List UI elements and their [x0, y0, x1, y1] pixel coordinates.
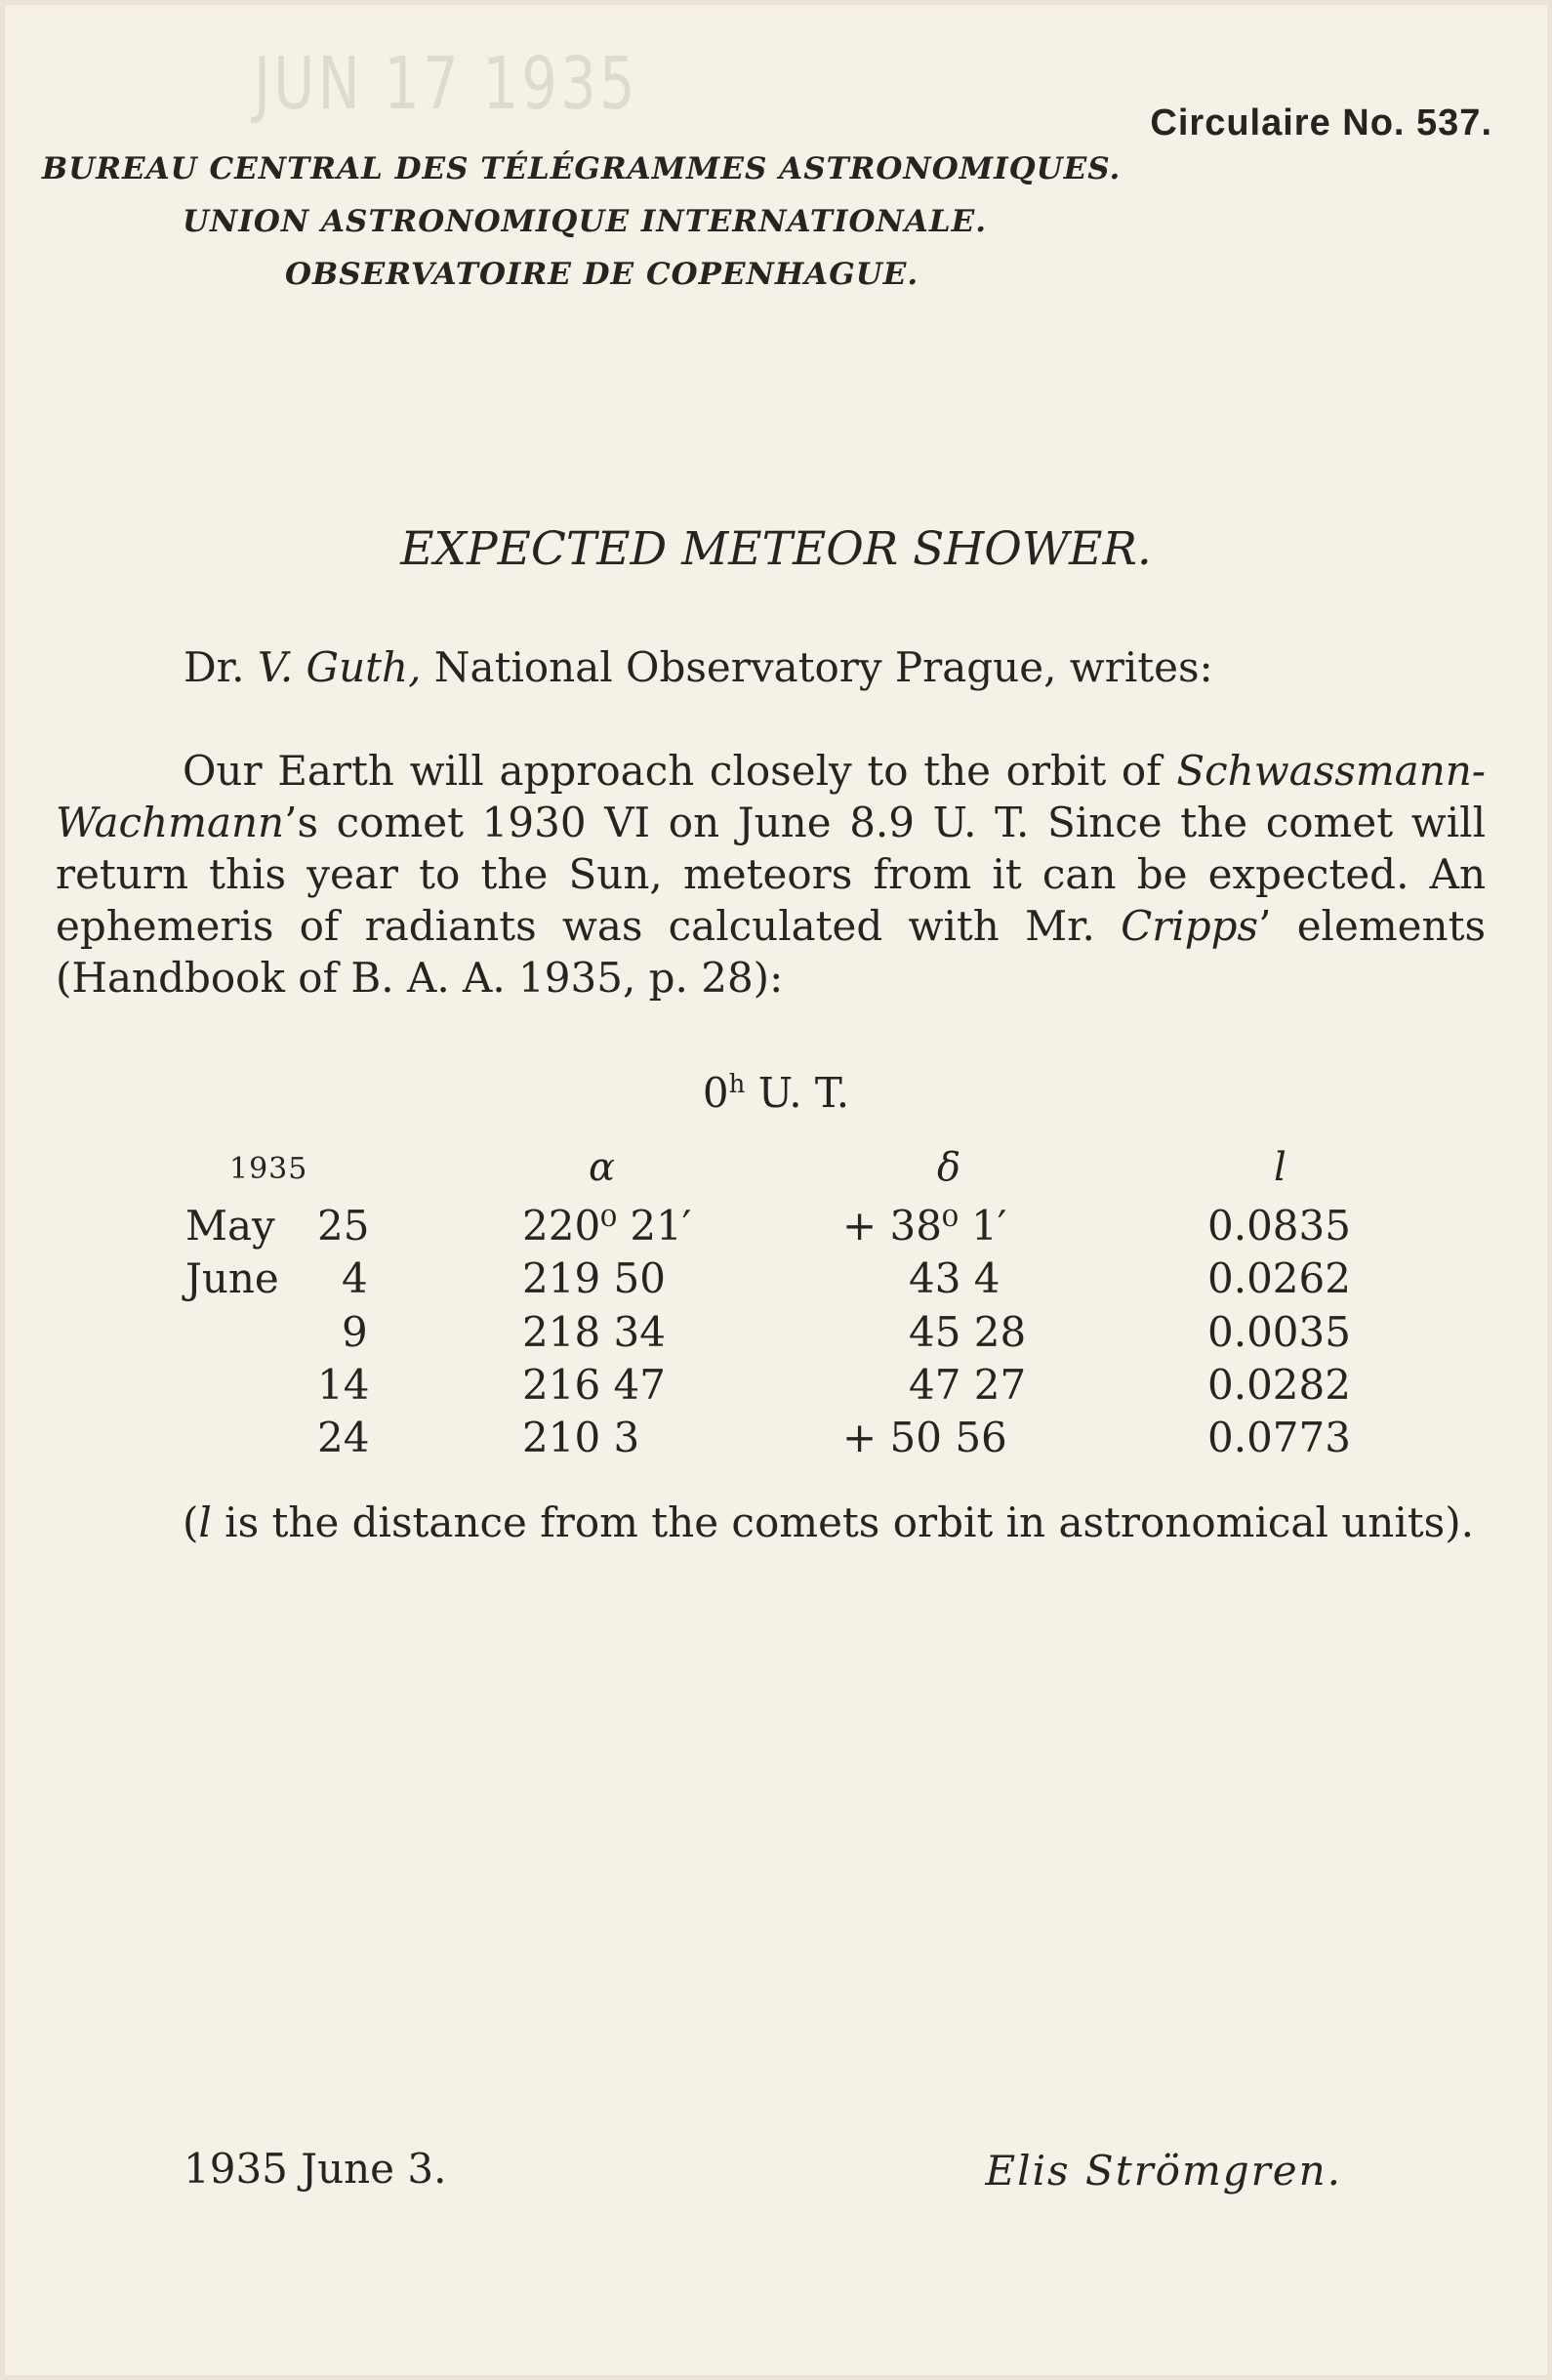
- comet-name: Schwassmann-Wachmann: [56, 747, 1486, 846]
- row-alpha: 210 3: [522, 1414, 640, 1461]
- signature: Elis Strömgren.: [985, 2147, 1342, 2195]
- row-alpha: 220⁰ 21′: [522, 1202, 692, 1250]
- row-delta: 45 28: [909, 1308, 1027, 1356]
- issue-date: 1935 June 3.: [184, 2145, 447, 2193]
- byline-prefix: Dr.: [184, 643, 258, 691]
- circular-number: Circulaire No. 537.: [1150, 103, 1492, 144]
- row-month: June: [185, 1254, 279, 1302]
- byline-rest: National Observatory Prague, writes:: [421, 643, 1213, 691]
- header-union: UNION ASTRONOMIQUE INTERNATIONALE.: [183, 204, 988, 239]
- row-delta: 47 27: [909, 1361, 1027, 1409]
- table-note: [56, 1497, 1486, 1548]
- row-l: 0.0262: [1207, 1254, 1351, 1302]
- paragraph-text-2: ’s comet 1930 VI on June 8.9 U. T. Since the comet will return this year to the Sun, meteors from it can be expected. An ephemeris of radiants was calculated with Mr.: [56, 799, 1486, 950]
- received-date-stamp: JUN 17 1935: [254, 42, 638, 126]
- header-observatory: OBSERVATOIRE DE COPENHAGUE.: [285, 257, 919, 292]
- row-day: 4: [342, 1254, 368, 1302]
- row-delta: + 50 56: [842, 1414, 1007, 1461]
- row-l: 0.0035: [1207, 1308, 1351, 1356]
- column-alpha: α: [589, 1145, 616, 1190]
- row-l: 0.0282: [1207, 1361, 1351, 1409]
- row-l: 0.0835: [1207, 1202, 1351, 1250]
- note-text: is the distance from the comets orbit in astronomical units).: [211, 1498, 1474, 1546]
- column-l: l: [1274, 1145, 1287, 1190]
- time-superscript: h: [728, 1070, 746, 1099]
- body-paragraph: [56, 745, 1486, 1004]
- row-day: 24: [317, 1414, 370, 1461]
- time-suffix: U. T.: [745, 1069, 850, 1117]
- header-bureau: BUREAU CENTRAL DES TÉLÉGRAMMES ASTRONOMIQUES.: [42, 151, 1122, 186]
- row-day: 14: [317, 1361, 370, 1409]
- row-delta: + 38⁰ 1′: [842, 1202, 1007, 1250]
- circular-card: [5, 5, 1547, 2375]
- note-open: (: [183, 1498, 199, 1546]
- row-delta: 43 4: [909, 1254, 1001, 1302]
- column-year: 1935: [229, 1152, 308, 1186]
- row-l: 0.0773: [1207, 1414, 1351, 1461]
- time-label: 0: [702, 1069, 729, 1117]
- column-delta: δ: [937, 1145, 961, 1190]
- byline: [184, 643, 1213, 691]
- row-day: 25: [317, 1202, 370, 1250]
- row-month: May: [185, 1202, 275, 1250]
- note-symbol: l: [198, 1498, 212, 1546]
- row-alpha: 218 34: [522, 1308, 666, 1356]
- row-day: 9: [342, 1308, 368, 1356]
- cripps-name: Cripps: [1121, 902, 1259, 950]
- table-time-heading: [5, 1069, 1547, 1117]
- row-alpha: 216 47: [522, 1361, 666, 1409]
- row-alpha: 219 50: [522, 1254, 666, 1302]
- page-title: EXPECTED METEOR SHOWER.: [400, 522, 1152, 576]
- paragraph-text-3: ’ elements (Handbook of B. A. A. 1935, p. 28):: [56, 902, 1486, 1002]
- paragraph-text-1: Our Earth will approach closely to the orbit of: [183, 747, 1177, 795]
- author-name: V. Guth,: [257, 643, 422, 691]
